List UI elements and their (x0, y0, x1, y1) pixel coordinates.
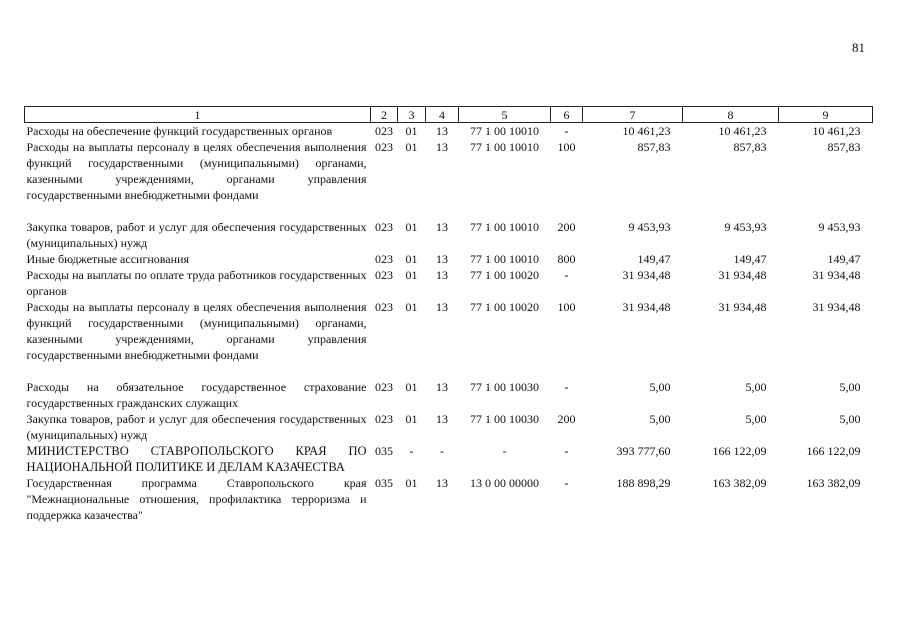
row-name: МИНИСТЕРСТВО СТАВРОПОЛЬСКОГО КРАЯ ПО НАЦИОНАЛЬНОЙ ПОЛИТИКЕ И ДЕЛАМ КАЗАЧЕСТВА (26, 444, 367, 474)
table-row (25, 139, 873, 219)
ministry-code: 035 (375, 444, 393, 458)
target-article-code: 77 1 00 10010 (470, 220, 539, 234)
section-code: 01 (405, 252, 418, 266)
row-name: Закупка товаров, работ и услуг для обеспечения государственных (муниципальных) нужд (26, 220, 367, 250)
section-code: 01 (405, 140, 418, 154)
subsection-code: 13 (436, 124, 448, 138)
target-article-code: 77 1 00 10010 (470, 140, 539, 154)
amount-col7: 10 461,23 (622, 124, 671, 138)
amount-col8: 31 934,48 (718, 268, 767, 282)
amount-col9: 10 461,23 (812, 124, 861, 138)
subsection-code: 13 (436, 300, 448, 314)
ministry-code: 023 (375, 268, 393, 282)
section-code: - (409, 444, 414, 458)
target-article-code: 77 1 00 10010 (470, 252, 539, 266)
row-name: Расходы на обеспечение функций государственных органов (26, 124, 333, 138)
amount-col7: 149,47 (637, 252, 671, 266)
column-header: 2 (371, 107, 398, 123)
ministry-code: 023 (375, 124, 393, 138)
amount-col9: 9 453,93 (818, 220, 861, 234)
subsection-code: - (440, 444, 444, 458)
expense-type-code: 100 (557, 300, 576, 314)
amount-col8: 163 382,09 (712, 476, 767, 490)
amount-col9: 166 122,09 (806, 444, 861, 458)
column-header: 3 (398, 107, 426, 123)
amount-col9: 31 934,48 (812, 268, 861, 282)
section-code: 01 (405, 220, 418, 234)
target-article-code: 77 1 00 10030 (470, 412, 539, 426)
amount-col9: 149,47 (827, 252, 861, 266)
amount-col7: 31 934,48 (622, 268, 671, 282)
table-row (25, 411, 873, 443)
amount-col8: 149,47 (733, 252, 767, 266)
amount-col7: 31 934,48 (622, 300, 671, 314)
target-article-code: 77 1 00 10010 (470, 124, 539, 138)
amount-col7: 9 453,93 (628, 220, 671, 234)
table-row (25, 299, 873, 379)
table-row (25, 267, 873, 299)
table-row (25, 251, 873, 267)
subsection-code: 13 (436, 220, 448, 234)
subsection-code: 13 (436, 140, 448, 154)
amount-col7: 5,00 (649, 412, 671, 426)
ministry-code: 023 (375, 300, 393, 314)
subsection-code: 13 (436, 380, 448, 394)
section-code: 01 (405, 476, 418, 490)
ministry-code: 023 (375, 140, 393, 154)
table-row (25, 379, 873, 411)
amount-col9: 5,00 (839, 412, 861, 426)
section-code: 01 (405, 268, 418, 282)
section-code: 01 (405, 124, 418, 138)
table-header-row (25, 107, 873, 123)
expense-type-code: - (564, 444, 569, 458)
target-article-code: 77 1 00 10030 (470, 380, 539, 394)
column-header: 7 (583, 107, 683, 123)
row-name: Государственная программа Ставропольского края "Межнациональные отношения, профилактика терроризма и поддержка казачества" (26, 476, 367, 522)
amount-col9: 857,83 (827, 140, 861, 154)
expense-type-code: 200 (557, 412, 576, 426)
ministry-code: 023 (375, 252, 393, 266)
table-row (25, 123, 873, 140)
amount-col7: 188 898,29 (616, 476, 671, 490)
amount-col7: 393 777,60 (616, 444, 671, 458)
subsection-code: 13 (436, 476, 448, 490)
amount-col9: 163 382,09 (806, 476, 861, 490)
table-row (25, 443, 873, 475)
budget-table (24, 106, 873, 523)
table-row (25, 219, 873, 251)
column-header: 6 (551, 107, 583, 123)
amount-col7: 5,00 (649, 380, 671, 394)
amount-col7: 857,83 (637, 140, 671, 154)
expense-type-code: - (564, 124, 569, 138)
ministry-code: 035 (375, 476, 393, 490)
expense-type-code: 100 (557, 140, 576, 154)
amount-col9: 31 934,48 (812, 300, 861, 314)
target-article-code: - (502, 444, 507, 458)
subsection-code: 13 (436, 252, 448, 266)
expense-type-code: - (564, 380, 569, 394)
subsection-code: 13 (436, 268, 448, 282)
row-name: Закупка товаров, работ и услуг для обеспечения государственных (муниципальных) нужд (26, 412, 367, 442)
row-name: Расходы на выплаты персоналу в целях обеспечения выполнения функций государственными (муниципальными) органами, казенными учреждениями, органами управления государственными внебюджетными фондами (26, 300, 367, 362)
expense-type-code: 200 (557, 220, 576, 234)
ministry-code: 023 (375, 380, 393, 394)
table-row (25, 475, 873, 523)
amount-col8: 857,83 (733, 140, 767, 154)
column-header: 4 (426, 107, 459, 123)
amount-col9: 5,00 (839, 380, 861, 394)
row-name: Расходы на выплаты персоналу в целях обеспечения выполнения функций государственными (муниципальными) органами, казенными учреждениями, органами управления государственными внебюджетными фондами (26, 140, 367, 202)
amount-col8: 9 453,93 (724, 220, 767, 234)
amount-col8: 5,00 (745, 412, 767, 426)
section-code: 01 (405, 380, 418, 394)
target-article-code: 77 1 00 10020 (470, 268, 539, 282)
amount-col8: 5,00 (745, 380, 767, 394)
row-name: Расходы на обязательное государственное страхование государственных гражданских служащих (26, 380, 367, 410)
ministry-code: 023 (375, 412, 393, 426)
column-header: 5 (459, 107, 551, 123)
ministry-code: 023 (375, 220, 393, 234)
section-code: 01 (405, 412, 418, 426)
expense-type-code: - (564, 268, 569, 282)
subsection-code: 13 (436, 412, 448, 426)
amount-col8: 31 934,48 (718, 300, 767, 314)
row-name: Расходы на выплаты по оплате труда работников государственных органов (26, 268, 367, 298)
row-name: Иные бюджетные ассигнования (26, 252, 189, 266)
amount-col8: 10 461,23 (718, 124, 767, 138)
column-header: 8 (683, 107, 779, 123)
amount-col8: 166 122,09 (712, 444, 767, 458)
column-header: 1 (25, 107, 371, 123)
page-number: 81 (852, 40, 865, 55)
expense-type-code: - (564, 476, 569, 490)
column-header: 9 (779, 107, 873, 123)
target-article-code: 77 1 00 10020 (470, 300, 539, 314)
expense-type-code: 800 (557, 252, 576, 266)
target-article-code: 13 0 00 00000 (470, 476, 539, 490)
section-code: 01 (405, 300, 418, 314)
